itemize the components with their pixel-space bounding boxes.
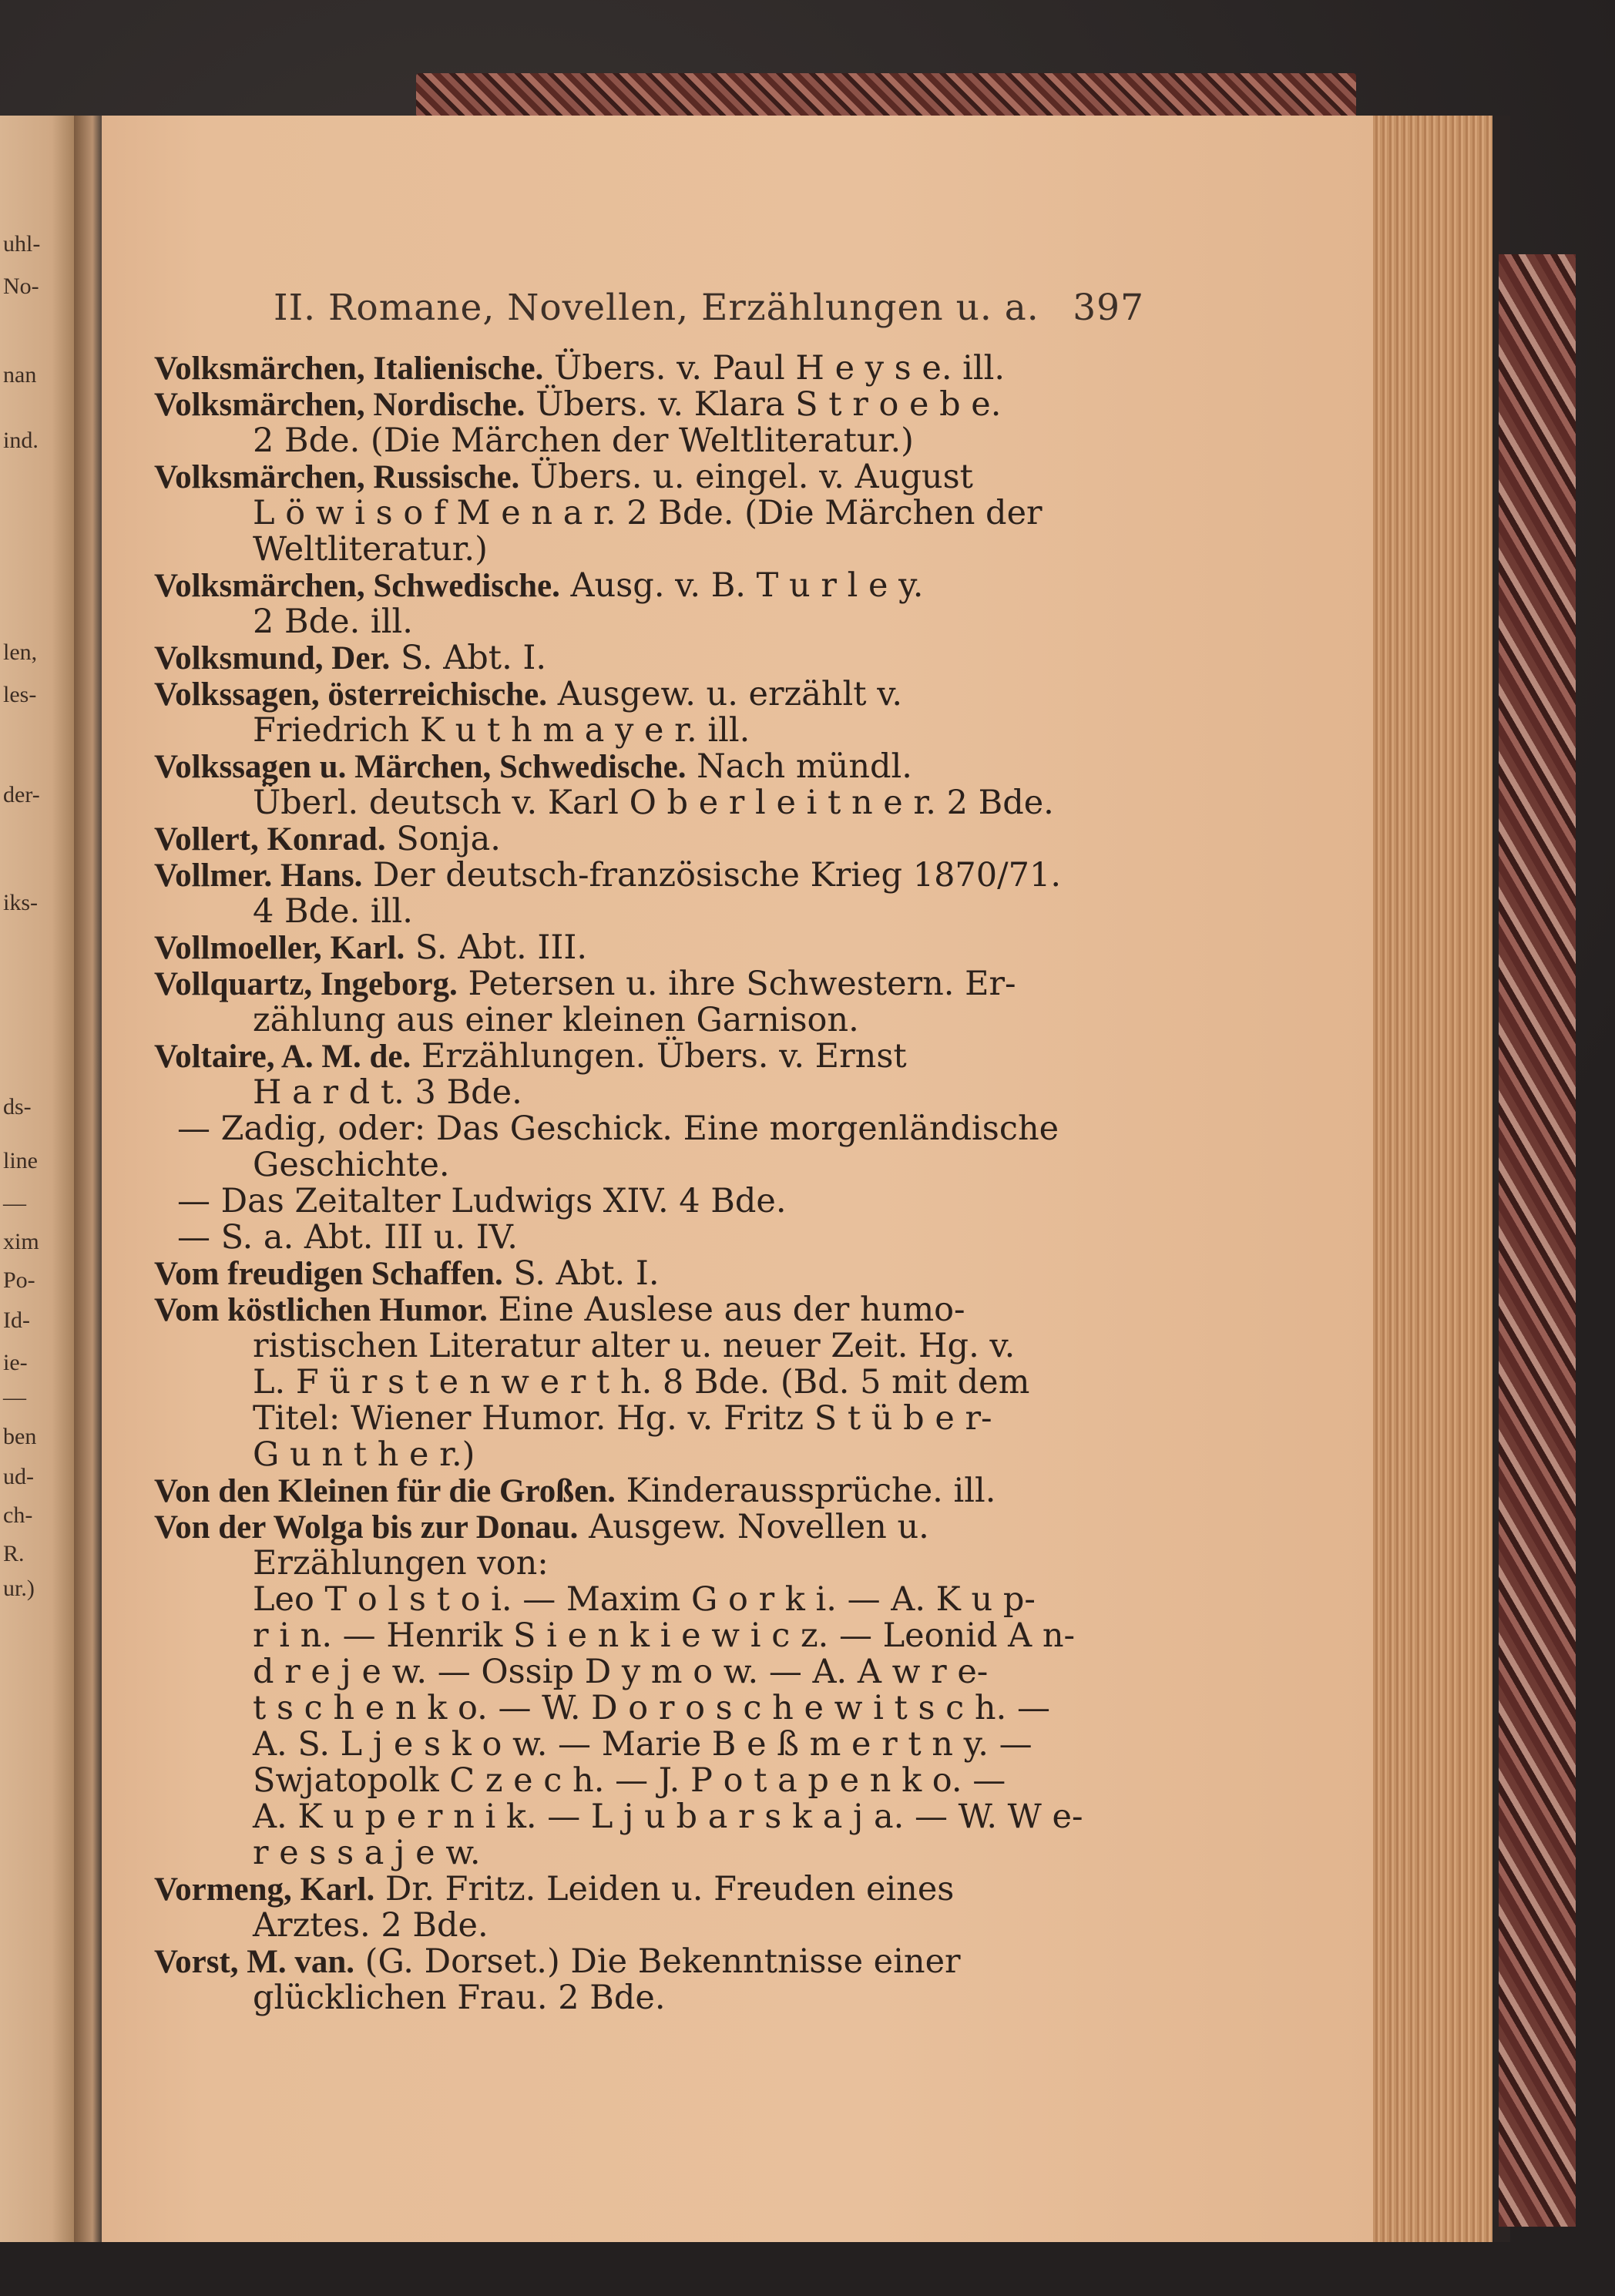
entry-line bbox=[154, 785, 1144, 821]
entry-line bbox=[154, 1147, 1144, 1183]
entry-line bbox=[154, 1908, 1144, 1944]
entry-text: — Zadig, oder: Das Geschick. Eine morgenländische bbox=[177, 1109, 1059, 1148]
entry-text: Leo T o l s t o i. — Maxim G o r k i. — A. K u p- bbox=[253, 1580, 1036, 1619]
left-page-fragment: — bbox=[3, 1190, 26, 1216]
entry-line bbox=[154, 1183, 1144, 1220]
entry-line bbox=[154, 1292, 1144, 1328]
entry-text: 2 Bde. ill. bbox=[253, 603, 413, 641]
entry-line bbox=[154, 1256, 1144, 1292]
left-page-fragment: les- bbox=[3, 682, 37, 707]
entry-text: Überl. deutsch v. Karl O b e r l e i t n e r. 2 Bde. bbox=[253, 784, 1054, 822]
left-page-fragment: ud- bbox=[3, 1464, 34, 1489]
entry-heading: Vollert, Konrad. bbox=[154, 821, 386, 858]
left-facing-page bbox=[0, 116, 76, 2242]
entry-line bbox=[154, 1111, 1144, 1147]
entry-line bbox=[154, 1473, 1144, 1509]
entry-heading: Volksmärchen, Nordische. bbox=[154, 387, 525, 423]
entry-line bbox=[154, 1618, 1144, 1654]
entry-line bbox=[154, 1799, 1144, 1835]
entry-line bbox=[154, 604, 1144, 640]
entry-text: Erzählungen. Übers. v. Ernst bbox=[411, 1037, 907, 1076]
entry-text: glücklichen Frau. 2 Bde. bbox=[253, 1979, 666, 2017]
left-page-fragment: ch- bbox=[3, 1502, 33, 1528]
left-page-fragment: — bbox=[3, 1385, 26, 1410]
left-page-fragment: uhl- bbox=[3, 231, 41, 257]
entry-text: Eine Auslese aus der humo- bbox=[487, 1291, 965, 1329]
entry-line bbox=[154, 930, 1144, 966]
entry-text: A. S. L j e s k o w. — Marie B e ß m e r t n y. — bbox=[253, 1725, 1032, 1764]
entry-heading: Vom köstlichen Humor. bbox=[154, 1292, 488, 1328]
entry-line bbox=[154, 640, 1144, 676]
entry-line bbox=[154, 1835, 1144, 1871]
entry-line bbox=[154, 676, 1144, 713]
entry-heading: Volkssagen u. Märchen, Schwedische. bbox=[154, 749, 687, 785]
entry-text: Friedrich K u t h m a y e r. ill. bbox=[253, 711, 750, 750]
entry-text: Arztes. 2 Bde. bbox=[253, 1906, 489, 1945]
entry-heading: Vorst, M. van. bbox=[154, 1944, 354, 1980]
left-page-fragment: line bbox=[3, 1148, 38, 1173]
entry-heading: Vom freudigen Schaffen. bbox=[154, 1256, 503, 1292]
entry-line bbox=[154, 1328, 1144, 1365]
entry-line bbox=[154, 1365, 1144, 1401]
entry-text: ristischen Literatur alter u. neuer Zeit. Hg. v. bbox=[253, 1327, 1016, 1365]
entry-text: Erzählungen von: bbox=[253, 1544, 549, 1583]
entry-line bbox=[154, 351, 1144, 387]
entry-line bbox=[154, 387, 1144, 423]
entry-text: Titel: Wiener Humor. Hg. v. Fritz S t ü b e r- bbox=[253, 1399, 992, 1438]
left-page-fragment: R. bbox=[3, 1541, 25, 1566]
entry-line bbox=[154, 1944, 1144, 1980]
left-page-fragment: ie- bbox=[3, 1350, 28, 1375]
entry-text: Weltliteratur.) bbox=[253, 530, 488, 569]
entry-line bbox=[154, 423, 1144, 459]
entry-text: — S. a. Abt. III u. IV. bbox=[177, 1218, 518, 1257]
entry-line bbox=[154, 1546, 1144, 1582]
entry-line bbox=[154, 1002, 1144, 1039]
entry-line bbox=[154, 1980, 1144, 2016]
entry-text: 2 Bde. (Die Märchen der Weltliteratur.) bbox=[253, 421, 914, 460]
entry-line bbox=[154, 1654, 1144, 1690]
entry-line bbox=[154, 1401, 1144, 1437]
left-page-fragment: iks- bbox=[3, 890, 38, 915]
entry-text: Übers. v. Paul H e y s e. ill. bbox=[543, 349, 1006, 388]
entry-text: Ausgew. Novellen u. bbox=[578, 1508, 929, 1546]
left-page-fragment: len, bbox=[3, 639, 38, 665]
entry-heading: Volkssagen, österreichische. bbox=[154, 676, 548, 713]
entry-line bbox=[154, 1075, 1144, 1111]
entry-text: t s c h e n k o. — W. D o r o s c h e w i t s c h. — bbox=[253, 1689, 1050, 1727]
left-page-fragment: No- bbox=[3, 274, 39, 299]
entry-text: Nach mündl. bbox=[686, 747, 912, 786]
entry-text: Der deutsch-französische Krieg 1870/71. bbox=[362, 856, 1062, 895]
entry-text: r e s s a j e w. bbox=[253, 1834, 481, 1872]
entry-text: zählung aus einer kleinen Garnison. bbox=[253, 1001, 859, 1039]
entry-heading: Volksmärchen, Russische. bbox=[154, 459, 520, 495]
entry-text: G u n t h e r.) bbox=[253, 1435, 475, 1474]
left-page-fragment: Po- bbox=[3, 1267, 35, 1293]
entry-text: Übers. v. Klara S t r o e b e. bbox=[525, 385, 1002, 424]
entry-line bbox=[154, 1582, 1144, 1618]
left-page-fragment: ben bbox=[3, 1424, 37, 1449]
entry-heading: Von den Kleinen für die Großen. bbox=[154, 1473, 616, 1509]
entry-line bbox=[154, 1727, 1144, 1763]
entry-line bbox=[154, 858, 1144, 894]
entry-text: d r e j e w. — Ossip D y m o w. — A. A w r e- bbox=[253, 1653, 989, 1691]
entry-line bbox=[154, 1039, 1144, 1075]
running-head bbox=[274, 287, 1144, 333]
entry-heading: Von der Wolga bis zur Donau. bbox=[154, 1509, 579, 1546]
entry-line bbox=[154, 1690, 1144, 1727]
entry-text: L. F ü r s t e n w e r t h. 8 Bde. (Bd. 5 mit dem bbox=[253, 1363, 1030, 1401]
entry-text: H a r d t. 3 Bde. bbox=[253, 1073, 522, 1112]
entry-text: Ausg. v. B. T u r l e y. bbox=[559, 566, 924, 605]
left-page-fragment: nan bbox=[3, 362, 37, 388]
entry-heading: Vollquartz, Ingeborg. bbox=[154, 966, 458, 1002]
entry-text: Übers. u. eingel. v. August bbox=[519, 458, 973, 496]
entry-line bbox=[154, 1437, 1144, 1473]
entry-line bbox=[154, 495, 1144, 532]
entry-heading: Voltaire, A. M. de. bbox=[154, 1039, 411, 1075]
left-page-fragment: ur.) bbox=[3, 1576, 35, 1601]
entry-text: 4 Bde. ill. bbox=[253, 892, 413, 931]
entry-heading: Vollmer. Hans. bbox=[154, 858, 363, 894]
entry-line bbox=[154, 1871, 1144, 1908]
entry-line bbox=[154, 459, 1144, 495]
bibliography-entries bbox=[154, 351, 1144, 2016]
left-page-fragment: Id- bbox=[3, 1307, 30, 1333]
left-page-fragment: ind. bbox=[3, 428, 39, 453]
entry-line bbox=[154, 894, 1144, 930]
entry-line bbox=[154, 966, 1144, 1002]
entry-text: Sonja. bbox=[385, 820, 501, 858]
entry-heading: Vormeng, Karl. bbox=[154, 1871, 375, 1908]
entry-text: S. Abt. I. bbox=[502, 1254, 660, 1293]
left-page-fragment: der- bbox=[3, 782, 40, 807]
entry-text: Dr. Fritz. Leiden u. Freuden eines bbox=[374, 1870, 955, 1908]
entry-text: S. Abt. III. bbox=[405, 928, 588, 967]
entry-text: L ö w i s o f M e n a r. 2 Bde. (Die Märchen der bbox=[253, 494, 1043, 532]
entry-text: Swjatopolk C z e c h. — J. P o t a p e n k o. — bbox=[253, 1761, 1006, 1800]
entry-line bbox=[154, 749, 1144, 785]
marbled-board bbox=[1499, 254, 1576, 2227]
entry-line bbox=[154, 1509, 1144, 1546]
entry-text: Geschichte. bbox=[253, 1146, 450, 1184]
entry-text: Petersen u. ihre Schwestern. Er- bbox=[457, 965, 1016, 1003]
chapter-title: II. Romane, Novellen, Erzählungen u. a. bbox=[274, 287, 1039, 329]
left-page-fragment: xim bbox=[3, 1229, 39, 1254]
entry-text: S. Abt. I. bbox=[390, 639, 547, 677]
entry-text: (G. Dorset.) Die Bekenntnisse einer bbox=[354, 1942, 961, 1981]
page-number: 397 bbox=[1073, 287, 1144, 329]
entry-heading: Volksmund, Der. bbox=[154, 640, 391, 676]
entry-text: A. K u p e r n i k. — L j u b a r s k a j a. — W. W e- bbox=[253, 1798, 1083, 1836]
entry-text: Ausgew. u. erzählt v. bbox=[547, 675, 903, 713]
entry-heading: Volksmärchen, Schwedische. bbox=[154, 568, 560, 604]
entry-heading: Volksmärchen, Italienische. bbox=[154, 351, 544, 387]
entry-line bbox=[154, 568, 1144, 604]
entry-line bbox=[154, 713, 1144, 749]
page-fore-edge bbox=[1372, 116, 1492, 2242]
gutter-shadow bbox=[74, 116, 105, 2242]
left-page-fragment: ds- bbox=[3, 1094, 32, 1119]
entry-text: r i n. — Henrik S i e n k i e w i c z. — Leonid A n- bbox=[253, 1616, 1076, 1655]
entry-line bbox=[154, 821, 1144, 858]
entry-line bbox=[154, 532, 1144, 568]
entry-line bbox=[154, 1763, 1144, 1799]
entry-text: — Das Zeitalter Ludwigs XIV. 4 Bde. bbox=[177, 1182, 787, 1220]
entry-heading: Vollmoeller, Karl. bbox=[154, 930, 405, 966]
entry-text: Kinderaussprüche. ill. bbox=[615, 1472, 996, 1510]
entry-line bbox=[154, 1220, 1144, 1256]
